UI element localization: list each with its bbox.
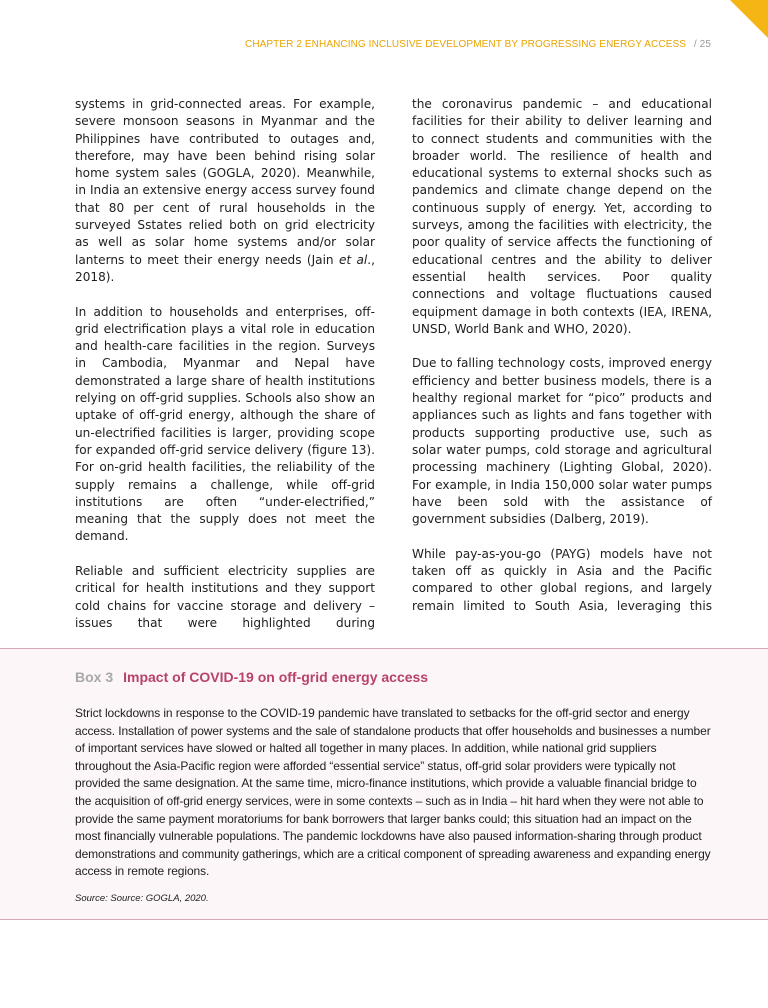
right-column bbox=[412, 96, 712, 615]
et-al-italic: et al bbox=[338, 252, 368, 267]
chapter-title: CHAPTER 2 ENHANCING INCLUSIVE DEVELOPMENT BY PROGRESSING ENERGY ACCESS bbox=[245, 39, 686, 50]
left-paragraph-3: Reliable and sufficient electricity supplies are critical for health institutions and they support cold chains for vaccine storage and delivery – issues that were highlighted during bbox=[75, 564, 375, 630]
running-header bbox=[0, 39, 711, 50]
box-body: Strict lockdowns in response to the COVID-19 pandemic have translated to setbacks for the off-grid sector and energy access. Installation of power systems and the sale of standalone products that offer households and businesses a number of important services have slowed or halted all together in many places. In addition, while national grid suppliers throughout the Asia-Pacific region were afforded “essential service” status, off-grid solar providers were typically not provided the same designation. At the same time, micro-finance institutions, which provide a valuable financial bridge to the acquisition of off-grid energy services, were in some contexts – such as in India – hit hard when they were not able to provide the same payment moratoriums for bank borrowers that larger banks could; this situation had an impact on the most financially vulnerable populations. The pandemic lockdowns have also paused information-sharing through product demonstrations and community gatherings, which are a critical component of spreading awareness and expanding energy access in remote regions. bbox=[75, 706, 711, 879]
box-label: Box 3 bbox=[75, 669, 114, 685]
left-paragraph-1-text: systems in grid-connected areas. For example, severe monsoon seasons in Myanmar and the Philippines have contributed to outages and, therefore, may have been behind rising solar home system sales (GOGLA, 2020). Meanwhile, in India an extensive energy access survey found that 80 per cent of rural households in the surveyed Sstates relied both on grid electricity as well as solar home systems and/or solar lanterns to meet their energy needs (Jain bbox=[75, 97, 375, 267]
box-title: Impact of COVID-19 on off-grid energy access bbox=[123, 669, 429, 685]
page-number: 25 bbox=[699, 39, 711, 50]
covid-box bbox=[0, 648, 768, 920]
left-column bbox=[75, 96, 375, 632]
corner-accent-triangle bbox=[730, 0, 768, 38]
right-paragraph-2: Due to falling technology costs, improved energy efficiency and better business models, there is a healthy regional market for “pico” products and appliances such as lights and fans together with products supporting productive use, such as solar water pumps, cold storage and agricultural processing machinery (Lighting Global, 2020). For example, in India 150,000 solar water pumps have been sold with the assistance of government subsidies (Dalberg, 2019). bbox=[412, 356, 712, 527]
right-paragraph-1: the coronavirus pandemic – and educational facilities for their ability to deliver learning and to connect students and communities with the broader world. The resilience of health and educational systems to external shocks such as pandemics and climate change depend on the continuous supply of energy. Yet, according to surveys, among the facilities with electricity, the poor quality of service affects the functioning of educational centres and the ability to deliver essential health services. Poor quality connections and voltage fluctuations caused equipment damage in both contexts (IEA, IRENA, UNSD, World Bank and WHO, 2020). bbox=[412, 97, 712, 336]
left-paragraph-2: In addition to households and enterprises, off-grid electrification plays a vital role in education and health-care facilities in the region. Surveys in Cambodia, Myanmar and Nepal have demonstrated a large share of health institutions relying on off-grid supplies. Schools also show an uptake of off-grid energy, although the share of un-electrified facilities is larger, providing scope for expanded off-grid service delivery (figure 13). For on-grid health facilities, the reliability of the supply remains a challenge, while off-grid institutions are often “under-electrified,” meaning that the supply does not meet the demand. bbox=[75, 304, 375, 544]
box-heading bbox=[75, 669, 428, 685]
left-paragraph-1 bbox=[75, 96, 375, 286]
left-paragraph-1-tail: ., 2018). bbox=[75, 252, 375, 284]
box-source: Source: Source: GOGLA, 2020. bbox=[75, 893, 209, 904]
page-separator: / bbox=[693, 39, 697, 50]
right-paragraph-3: While pay-as-you-go (PAYG) models have not taken off as quickly in Asia and the Pacific compared to other global regions, and largely remain limited to South Asia, leveraging this bbox=[412, 546, 712, 613]
